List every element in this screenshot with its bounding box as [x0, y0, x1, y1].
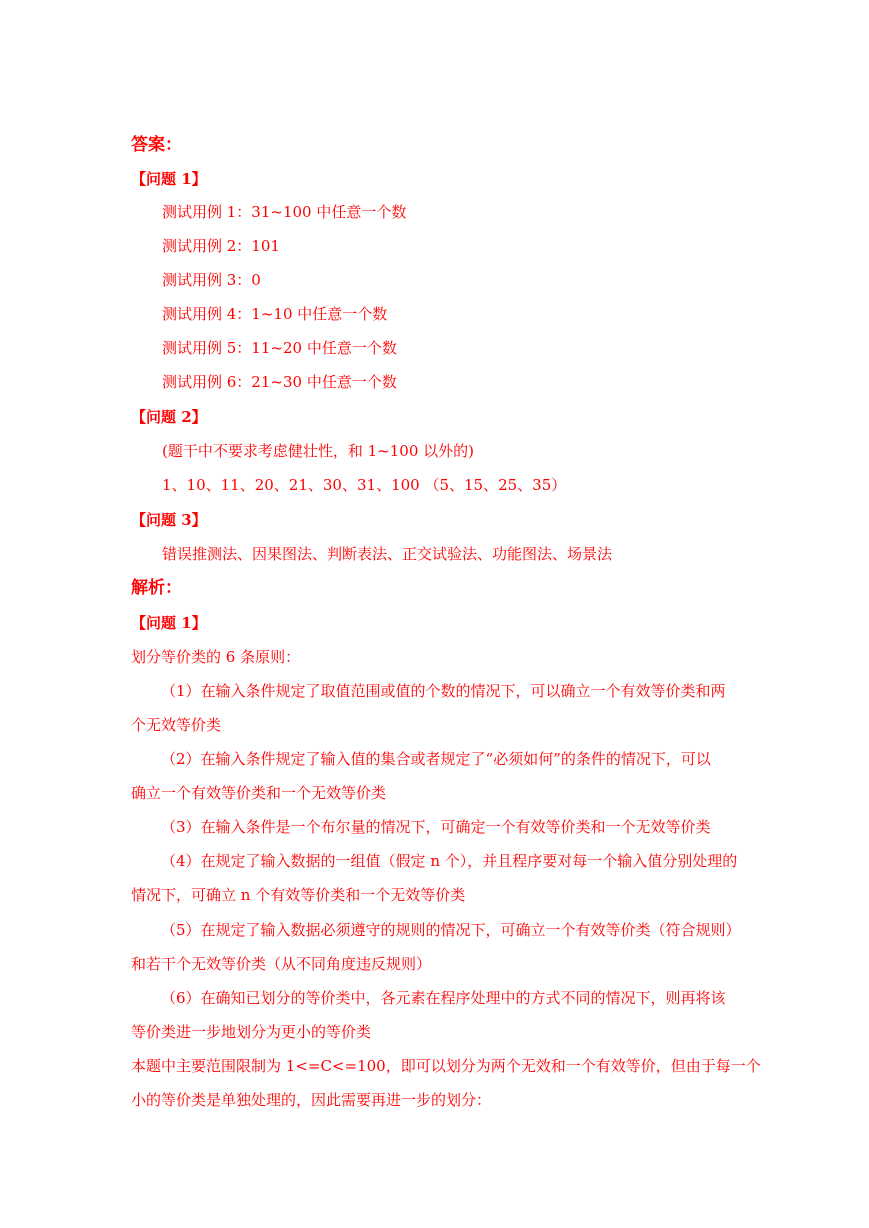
rule-2-line-1: （2）在输入条件规定了输入值的集合或者规定了“必须如何”的条件的情况下，可以 [161, 750, 711, 768]
test-case-6: 测试用例 6：21~30 中任意一个数 [162, 373, 397, 391]
answer-heading: 答案： [131, 135, 182, 155]
rule-3-line-1: （3）在输入条件是一个布尔量的情况下，可确定一个有效等价类和一个无效等价类 [161, 818, 711, 836]
test-case-2: 测试用例 2：101 [162, 237, 280, 255]
test-case-3: 测试用例 3：0 [162, 271, 261, 289]
rule-4-line-2: 情况下，可确立 n 个有效等价类和一个无效等价类 [131, 886, 466, 904]
rule-5-line-1: （5）在规定了输入数据必须遵守的规则的情况下，可确立一个有效等价类（符合规则） [161, 921, 741, 939]
conclusion-line-1: 本题中主要范围限制为 1<=C<=100，即可以划分为两个无效和一个有效等价，但由于每一个 [131, 1057, 761, 1075]
answer-q3-label: 【问题 3】 [131, 511, 207, 529]
conclusion-line-2: 小的等价类是单独处理的，因此需要再进一步的划分： [131, 1091, 492, 1109]
analysis-intro: 划分等价类的 6 条原则： [131, 648, 301, 666]
rule-4-line-1: （4）在规定了输入数据的一组值（假定 n 个），并且程序要对每一个输入值分别处理的 [161, 852, 738, 870]
answer-q2-values: 1、10、11、20、21、30、31、100 （5、15、25、35） [162, 476, 567, 494]
analysis-q1-label: 【问题 1】 [131, 614, 207, 632]
test-case-5: 测试用例 5：11~20 中任意一个数 [162, 339, 397, 357]
answer-q1-label: 【问题 1】 [131, 170, 207, 188]
rule-6-line-2: 等价类进一步地划分为更小的等价类 [131, 1023, 372, 1041]
analysis-heading: 解析： [131, 578, 182, 598]
answer-q3-methods: 错误推测法、因果图法、判断表法、正交试验法、功能图法、场景法 [162, 545, 613, 563]
rule-6-line-1: （6）在确知已划分的等价类中，各元素在程序处理中的方式不同的情况下，则再将该 [161, 989, 726, 1007]
rule-1-line-1: （1）在输入条件规定了取值范围或值的个数的情况下，可以确立一个有效等价类和两 [161, 682, 726, 700]
rule-5-line-2: 和若干个无效等价类（从不同角度违反规则） [131, 955, 432, 973]
answer-q2-label: 【问题 2】 [131, 408, 207, 426]
rule-2-line-2: 确立一个有效等价类和一个无效等价类 [131, 784, 387, 802]
test-case-1: 测试用例 1：31~100 中任意一个数 [162, 203, 407, 221]
test-case-4: 测试用例 4：1~10 中任意一个数 [162, 305, 388, 323]
answer-q2-note: (题干中不要求考虑健壮性，和 1~100 以外的) [162, 442, 474, 460]
rule-1-line-2: 个无效等价类 [131, 716, 222, 734]
